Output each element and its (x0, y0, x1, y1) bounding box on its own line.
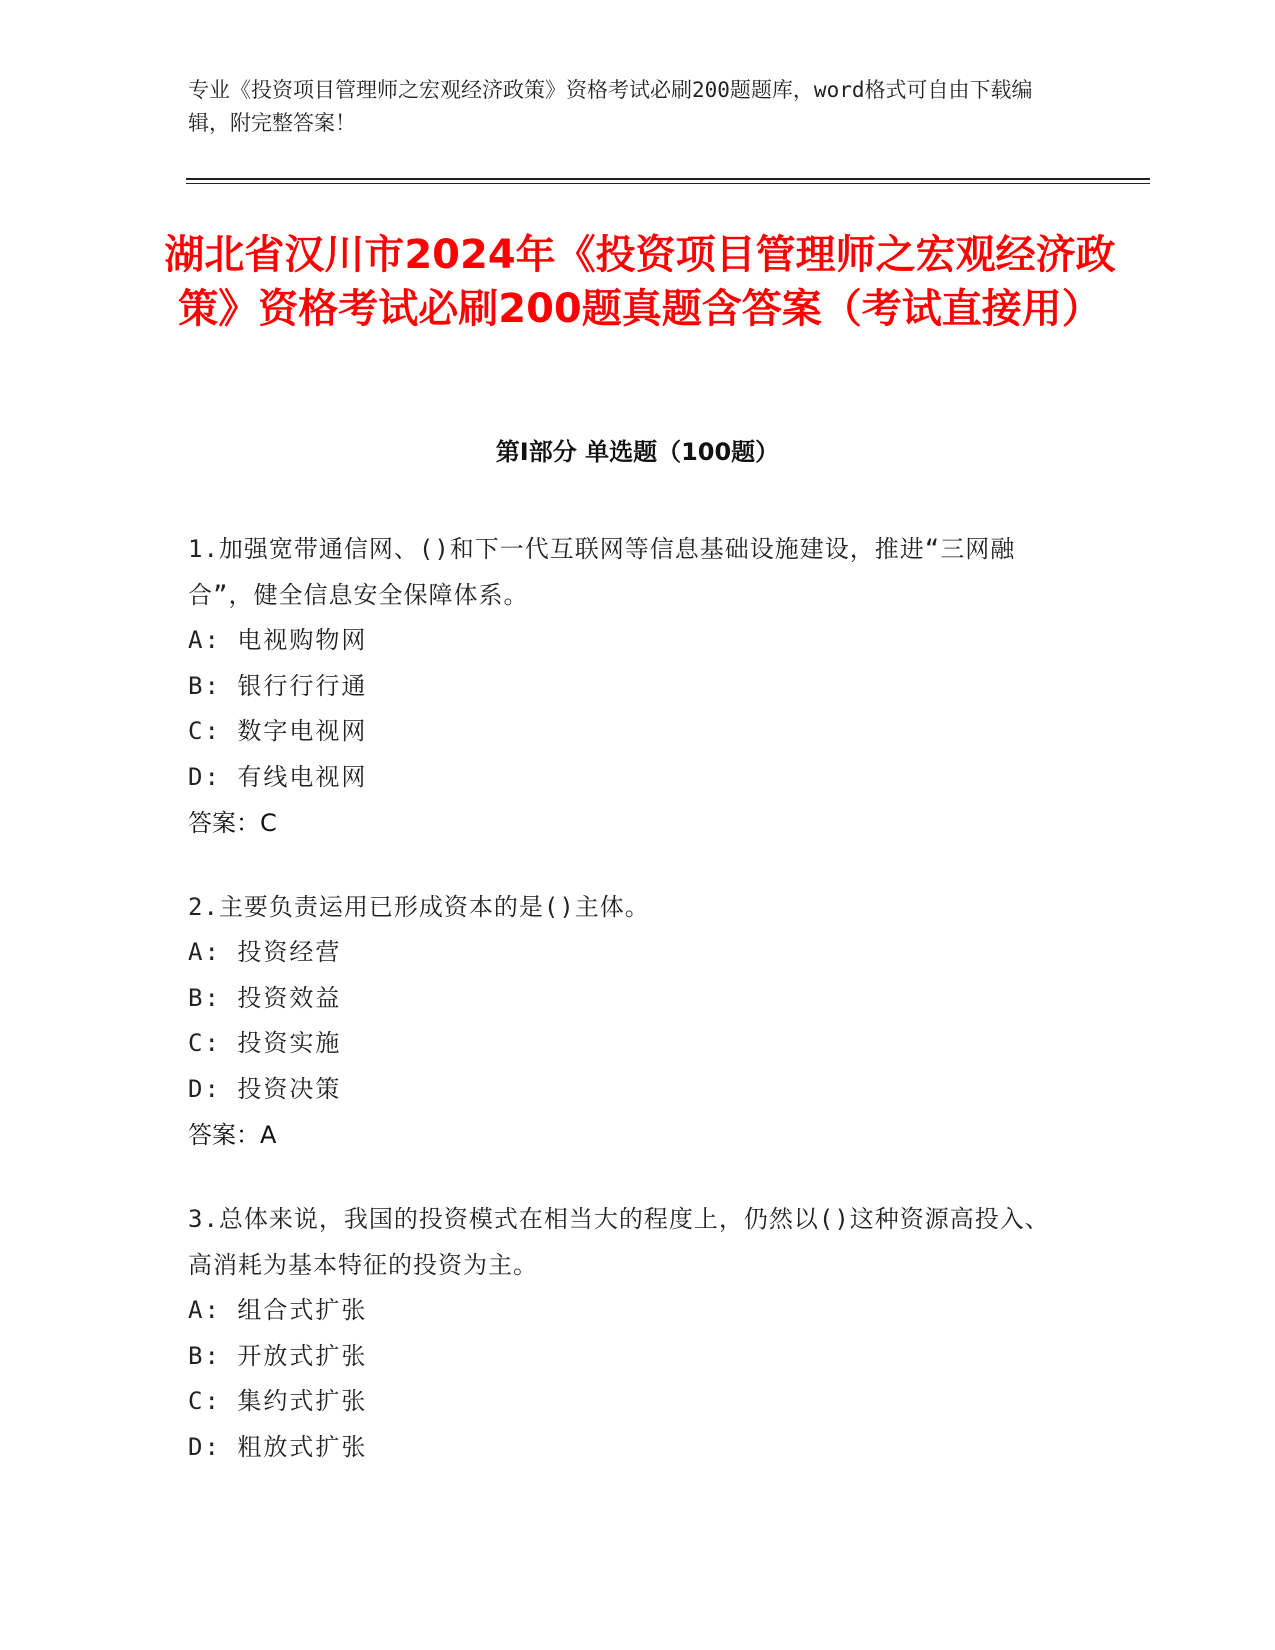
option-b: B: 投资效益 (188, 983, 342, 1012)
section-heading: 第I部分 单选题（100题） (495, 438, 780, 466)
header-divider-thin (186, 183, 1150, 184)
header-note: 专业《投资项目管理师之宏观经济政策》资格考试必刷200题题库，word格式可自由下载编辑，附完整答案！ (188, 78, 1033, 135)
question-stem: 2.主要负责运用已形成资本的是()主体。 (188, 893, 650, 921)
option-c: C: 数字电视网 (188, 717, 368, 745)
answer-line: 答案：C (188, 809, 277, 837)
option-c: C: 投资实施 (188, 1029, 342, 1057)
option-d: D: 粗放式扩张 (188, 1432, 368, 1461)
option-a: A: 投资经营 (188, 938, 342, 966)
answer-line: 答案：A (188, 1121, 277, 1149)
option-a: A: 组合式扩张 (188, 1296, 368, 1324)
question-2 (188, 884, 1058, 1158)
question-stem: 3.总体来说，我国的投资模式在相当大的程度上，仍然以()这种资源高投入、高消耗为基本特征的投资为主。 (188, 1205, 1050, 1279)
option-d: D: 投资决策 (188, 1074, 342, 1103)
header-divider (186, 178, 1150, 180)
question-1 (188, 526, 1058, 846)
question-3 (188, 1196, 1058, 1470)
question-stem: 1.加强宽带通信网、()和下一代互联网等信息基础设施建设，推进“三网融合”，健全信息安全保障体系。 (188, 535, 1016, 609)
question-list (188, 526, 1058, 1508)
document-title: 湖北省汉川市2024年《投资项目管理师之宏观经济政策》资格考试必刷200题真题含答案（考试直接用） (164, 232, 1116, 332)
option-a: A: 电视购物网 (188, 626, 368, 654)
option-d: D: 有线电视网 (188, 762, 368, 791)
option-b: B: 开放式扩张 (188, 1341, 368, 1370)
option-b: B: 银行行行通 (188, 671, 368, 700)
option-c: C: 集约式扩张 (188, 1387, 368, 1415)
